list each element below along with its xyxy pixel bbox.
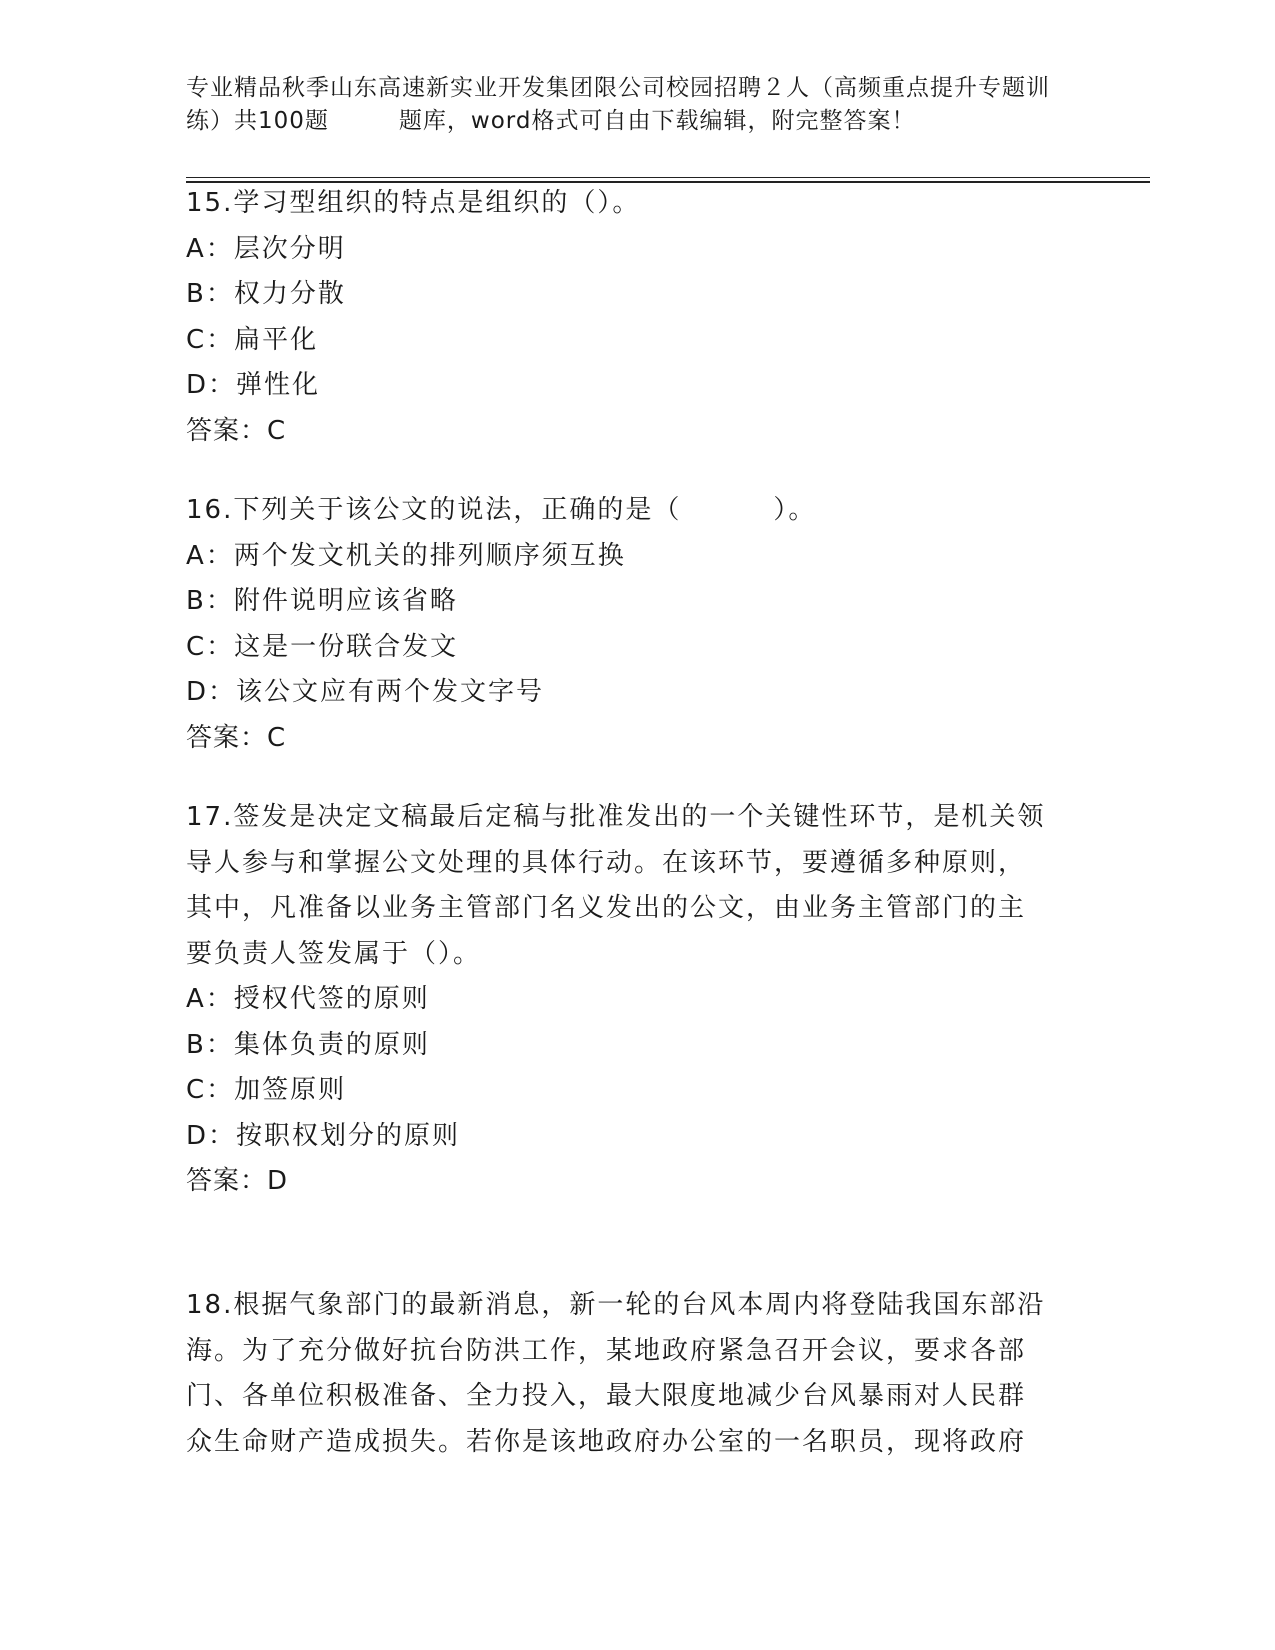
option-c: C：这是一份联合发文 xyxy=(186,631,459,662)
option-a: A：授权代签的原则 xyxy=(186,984,430,1014)
option-b: B：集体负责的原则 xyxy=(186,1029,430,1060)
question-15 xyxy=(186,181,1086,454)
answer: 答案：D xyxy=(186,1166,289,1196)
question-stem-after-blank: ）。 xyxy=(773,495,817,525)
answer: 答案：C xyxy=(186,722,287,753)
stem-line: 众生命财产造成损失。若你是该地政府办公室的一名职员，现将政府 xyxy=(186,1426,1027,1457)
option-b: B：附件说明应该省略 xyxy=(186,586,458,616)
option-d: D：该公文应有两个发文字号 xyxy=(186,677,545,707)
option-b: B：权力分散 xyxy=(186,279,346,309)
option-c: C：扁平化 xyxy=(186,324,319,355)
stem-line: 要负责人签发属于（）。 xyxy=(186,938,482,969)
stem-line: 其中，凡准备以业务主管部门名义发出的公文，由业务主管部门的主 xyxy=(186,893,1027,923)
document-header xyxy=(186,72,1086,138)
question-stem-before-blank: 16.下列关于该公文的说法，正确的是（ xyxy=(186,495,682,525)
question-stem xyxy=(186,795,1086,977)
header-line-1: 专业精品秋季山东高速新实业开发集团限公司校园招聘２人（高频重点提升专题训 xyxy=(186,75,1050,101)
option-a: A：两个发文机关的排列顺序须互换 xyxy=(186,540,626,571)
question-stem: 15.学习型组织的特点是组织的（）。 xyxy=(186,188,641,218)
option-a: A：层次分明 xyxy=(186,233,346,264)
option-d: D：弹性化 xyxy=(186,370,321,400)
header-line-2-part-1: 练）共100题 xyxy=(186,108,329,134)
answer: 答案：C xyxy=(186,415,287,446)
option-c: C：加签原则 xyxy=(186,1075,347,1105)
stem-line: 导人参与和掌握公文处理的具体行动。在该环节，要遵循多种原则， xyxy=(186,847,1027,878)
header-line-2 xyxy=(186,105,1086,138)
question-18 xyxy=(186,1283,1086,1465)
stem-line: 海。为了充分做好抗台防洪工作，某地政府紧急召开会议，要求各部 xyxy=(186,1335,1027,1366)
question-stem xyxy=(186,488,1086,534)
stem-line: 门、各单位积极准备、全力投入，最大限度地减少台风暴雨对人民群 xyxy=(186,1381,1027,1411)
question-16 xyxy=(186,488,1086,761)
question-17 xyxy=(186,795,1086,1205)
header-line-2-part-2: 题库，word格式可自由下载编辑，附完整答案！ xyxy=(398,108,916,134)
stem-line: 18.根据气象部门的最新消息，新一轮的台风本周内将登陆我国东部沿 xyxy=(186,1290,1046,1320)
option-d: D：按职权划分的原则 xyxy=(186,1120,461,1151)
stem-line: 17.签发是决定文稿最后定稿与批准发出的一个关键性环节，是机关领 xyxy=(186,802,1046,832)
question-stem xyxy=(186,1283,1086,1465)
header-divider-thin xyxy=(186,177,1150,178)
